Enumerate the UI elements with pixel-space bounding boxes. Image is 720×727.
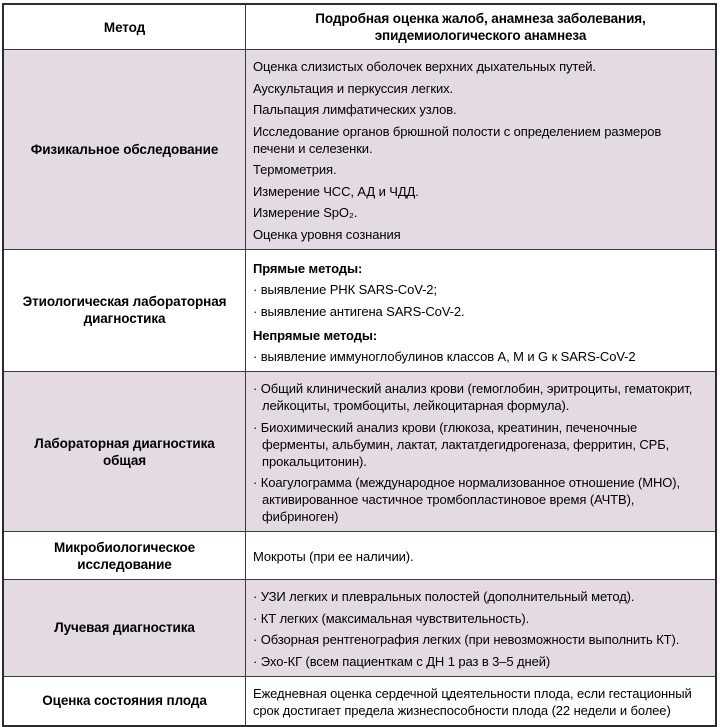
method-label: Микробиологическое исследование — [53, 539, 196, 572]
detail-subheading: Прямые методы: — [253, 260, 363, 276]
method-label: Этиологическая лабораторная диагностика — [22, 294, 227, 327]
method-cell — [4, 372, 246, 531]
header-method-label: Метод — [103, 19, 146, 35]
detail-item: Измерение ЧСС, АД и ЧДД. — [253, 183, 419, 199]
method-cell — [4, 580, 246, 676]
table-row-general-lab-diagnostics — [4, 371, 715, 531]
detail-item: Исследование органов брюшной полости с определением размеров печени и селезенки. — [253, 123, 662, 156]
method-label: Оценка состояния плода — [42, 693, 207, 708]
detail-item: · Эхо-КГ (всем пациенткам с ДН 1 раз в 3–5 дней) — [253, 653, 551, 669]
method-cell — [4, 532, 246, 579]
detail-item: Измерение SpO₂. — [253, 205, 358, 220]
detail-item: · выявление антигена SARS-CoV-2. — [253, 303, 465, 319]
detail-subheading: Непрямые методы: — [253, 327, 378, 343]
method-cell — [4, 250, 246, 372]
header-method-cell — [4, 5, 246, 49]
detail-cell — [246, 532, 715, 579]
detail-item: Пальпация лимфатических узлов. — [253, 102, 457, 117]
method-cell — [4, 677, 246, 725]
detail-cell — [246, 50, 715, 249]
detail-cell — [246, 372, 715, 531]
method-label: Физикальное обследование — [30, 141, 219, 157]
method-label: Лабораторная диагностика общая — [34, 435, 215, 468]
detail-item: Оценка слизистых оболочек верхних дыхательных путей. — [253, 59, 596, 74]
table-row-fetal-assessment — [4, 676, 715, 725]
detail-item: · Коагулограмма (международное нормализованное отношение (МНО), активированное частичное тромбопластиновое время (АЧТВ), фибриноген) — [253, 475, 681, 524]
detail-item: · выявление РНК SARS-CoV-2; — [253, 282, 437, 297]
table-row-radiologic-diagnostics — [4, 579, 715, 676]
detail-item: Оценка уровня сознания — [253, 226, 401, 242]
detail-item: Термометрия. — [253, 162, 337, 177]
detail-cell — [246, 580, 715, 676]
detail-item: Аускультация и перкуссия легких. — [253, 80, 454, 96]
table-row-etiologic-lab-diagnostics — [4, 249, 715, 372]
detail-item: · Биохимический анализ крови (глюкоза, креатинин, печеночные ферменты, альбумин, лактат, лактатдегидрогеназа, ферритин, СРБ, прокальцитонин). — [253, 419, 670, 469]
table-header-row — [4, 5, 715, 49]
table-row-physical-examination — [4, 49, 715, 249]
detail-cell — [246, 250, 715, 372]
detail-item: · УЗИ легких и плевральных полостей (дополнительный метод). — [253, 589, 635, 604]
detail-item: Ежедневная оценка сердечной цдеятельности плода, если гестационный срок достигает предела жизнеспособности плода (22 недели и более) — [253, 685, 692, 718]
detail-item: Мокроты (при ее наличии). — [253, 549, 414, 564]
diagnostics-method-table — [2, 3, 717, 727]
method-cell — [4, 50, 246, 249]
detail-item: · КТ легких (максимальная чувствительность). — [253, 610, 530, 626]
header-detail-label: Подробная оценка жалоб, анамнеза заболевания, эпидемиологического анамнеза — [315, 11, 646, 43]
detail-cell — [246, 677, 715, 725]
detail-item: · Обзорная рентгенография легких (при невозможности выполнить КТ). — [253, 632, 680, 647]
detail-item: · Общий клинический анализ крови (гемоглобин, эритроциты, гематокрит, лейкоциты, тромбоциты, лейкоцитарная формула). — [253, 381, 693, 413]
detail-item: · выявление иммуноглобулинов классов A, M и G к SARS-CoV-2 — [253, 349, 636, 364]
table-row-microbiological-examination — [4, 531, 715, 579]
method-label: Лучевая диагностика — [54, 620, 195, 636]
header-detail-cell — [246, 5, 715, 49]
